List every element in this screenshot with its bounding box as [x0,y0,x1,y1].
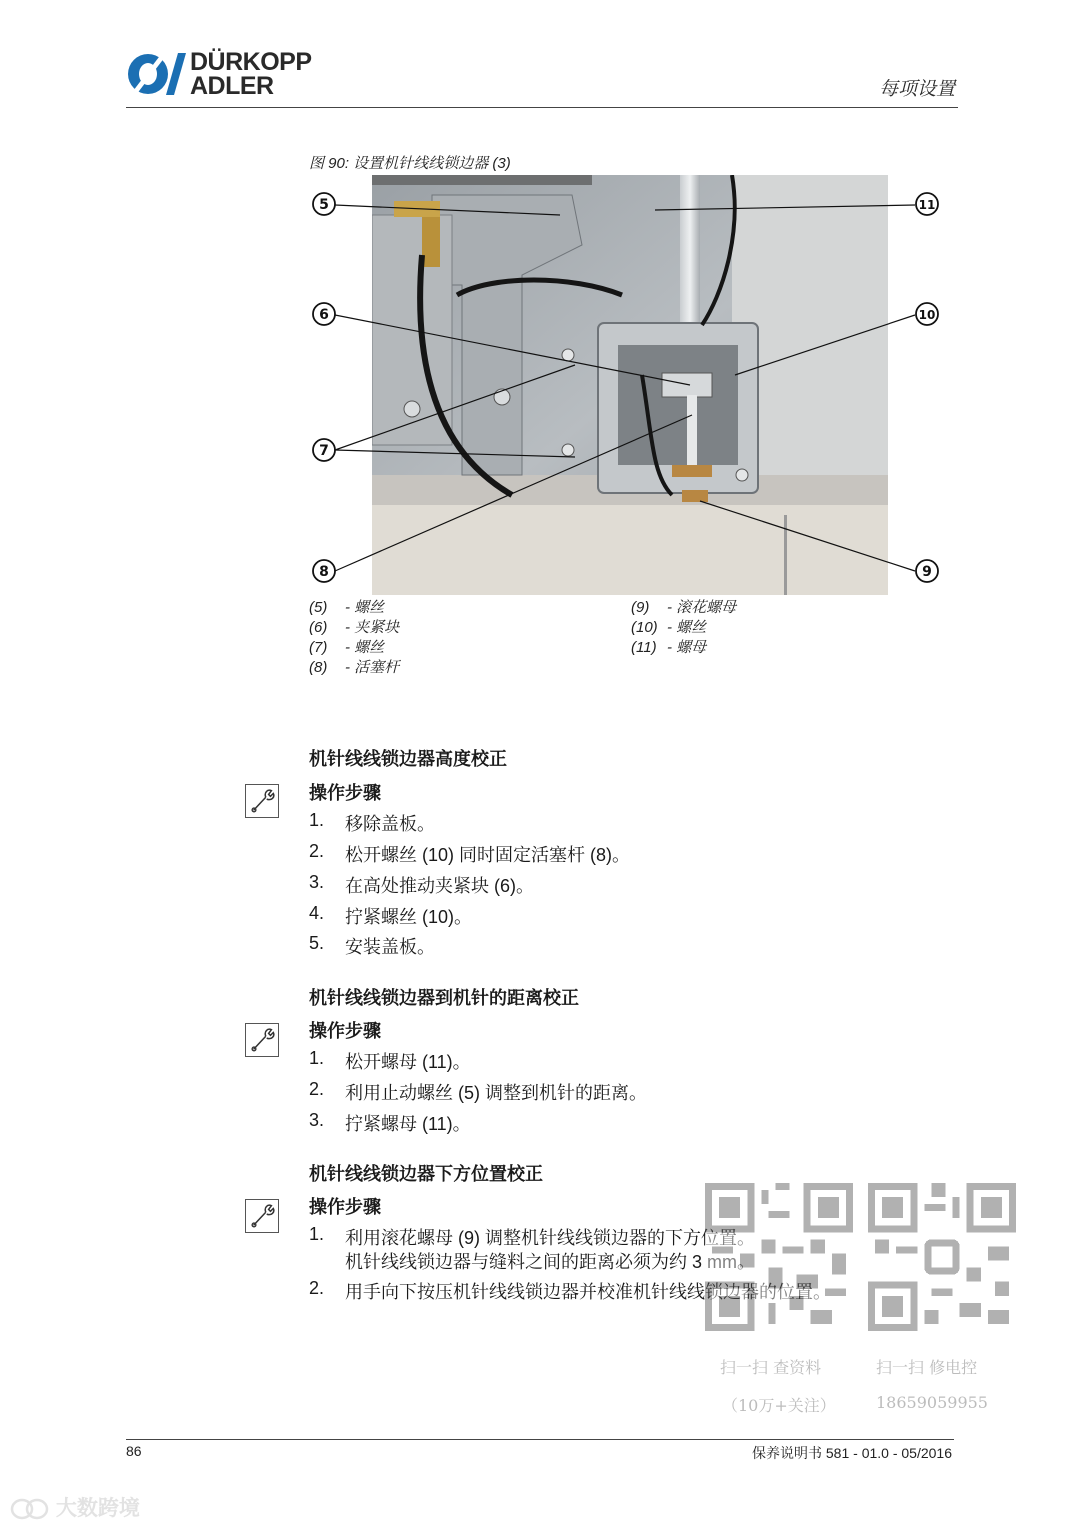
durkopp-adler-logo-icon [126,51,186,97]
legend-label: - 滚花螺母 [667,599,737,616]
section-heading-height: 机针线线锁边器高度校正 [309,749,507,769]
step-text: 利用滚花螺母 (9) 调整机针线线锁边器的下方位置。 [345,1228,755,1248]
procedure-heading: 操作步骤 [309,1021,381,1041]
watermark-logo-icon [10,1497,50,1521]
step-text: 拧紧螺丝 (10)。 [345,907,473,927]
legend-item [631,638,736,658]
callout-11: 11 [918,198,936,212]
document-reference: 保养说明书 581 - 01.0 - 05/2016 [752,1445,952,1461]
legend-label: - 螺母 [667,639,707,656]
legend-label: - 活塞杆 [345,659,400,676]
step-number: 1. [309,1224,325,1244]
watermark-caption: 扫一扫 查资料 [720,1358,822,1377]
legend-label: - 螺丝 [345,639,385,656]
wrench-icon [245,1199,279,1233]
callout-10: 10 [918,308,936,322]
step-text: 利用止动螺丝 (5) 调整到机针的距离。 [345,1083,647,1103]
legend-item [631,618,736,638]
legend-item [631,598,736,618]
step-text: 拧紧螺母 (11)。 [345,1114,471,1134]
step-text: 松开螺丝 (10) 同时固定活塞杆 (8)。 [345,845,631,865]
step-number: 1. [309,1048,325,1068]
qr-code-icon [705,1183,853,1331]
callout-8: 8 [319,564,329,580]
legend-num: (6) [309,619,328,636]
callout-overlay [300,175,960,595]
legend-right [631,598,736,658]
qr-code-icon [868,1183,1016,1331]
step-number: 2. [309,841,325,861]
watermark-caption: （10万+关注） [722,1396,836,1415]
wrench-icon [245,784,279,818]
step-text: 安装盖板。 [345,937,435,957]
legend-num: (8) [309,659,328,676]
legend-label: - 螺丝 [345,599,385,616]
legend-item [309,658,399,678]
step-text: 移除盖板。 [345,814,435,834]
step-text: 用手向下按压机针线线锁边器并校准机针线线锁边器的位置。 [345,1282,831,1302]
brand-line-1: DÜRKOPP [190,48,312,76]
section-heading-distance: 机针线线锁边器到机针的距离校正 [309,988,579,1008]
legend-num: (11) [631,639,657,656]
step-text: 在高处推动夹紧块 (6)。 [345,876,534,896]
header-divider [126,107,958,108]
procedure-heading: 操作步骤 [309,783,381,803]
step-number: 2. [309,1278,325,1298]
legend-num: (10) [631,619,658,636]
section-heading-lower-position: 机针线线锁边器下方位置校正 [309,1164,543,1184]
procedure-step-note: 机针线线锁边器与缝料之间的距离必须为约 3 mm。 [345,1252,755,1272]
legend-num: (9) [631,599,650,616]
page-number: 86 [126,1443,142,1459]
callout-7: 7 [319,443,329,459]
brand-line-2: ADLER [190,72,274,100]
legend-item [309,618,399,638]
legend-label: - 螺丝 [667,619,707,636]
legend-left [309,598,399,678]
callout-9: 9 [922,564,932,580]
legend-num: (5) [309,599,328,616]
brand-name [190,50,312,98]
step-number: 4. [309,903,325,923]
callout-5: 5 [319,197,329,213]
step-number: 2. [309,1079,325,1099]
legend-item [309,598,399,618]
watermark-brand-text: 大数跨境 [55,1497,140,1520]
step-text: 松开螺母 (11)。 [345,1052,471,1072]
legend-label: - 夹紧块 [345,619,400,636]
step-number: 3. [309,872,325,892]
step-number: 1. [309,810,325,830]
figure-caption: 图 90: 设置机针线线锁边器 (3) [309,155,511,172]
footer-divider [126,1439,954,1440]
callout-6: 6 [319,307,329,323]
brand-watermark [10,1492,140,1522]
step-number: 3. [309,1110,325,1130]
section-title: 每项设置 [878,79,955,100]
legend-num: (7) [309,639,328,656]
procedure-heading: 操作步骤 [309,1197,381,1217]
legend-item [309,638,399,658]
watermark-caption: 18659059955 [876,1393,988,1412]
step-number: 5. [309,933,325,953]
wrench-icon [245,1023,279,1057]
watermark-caption: 扫一扫 修电控 [876,1358,978,1377]
